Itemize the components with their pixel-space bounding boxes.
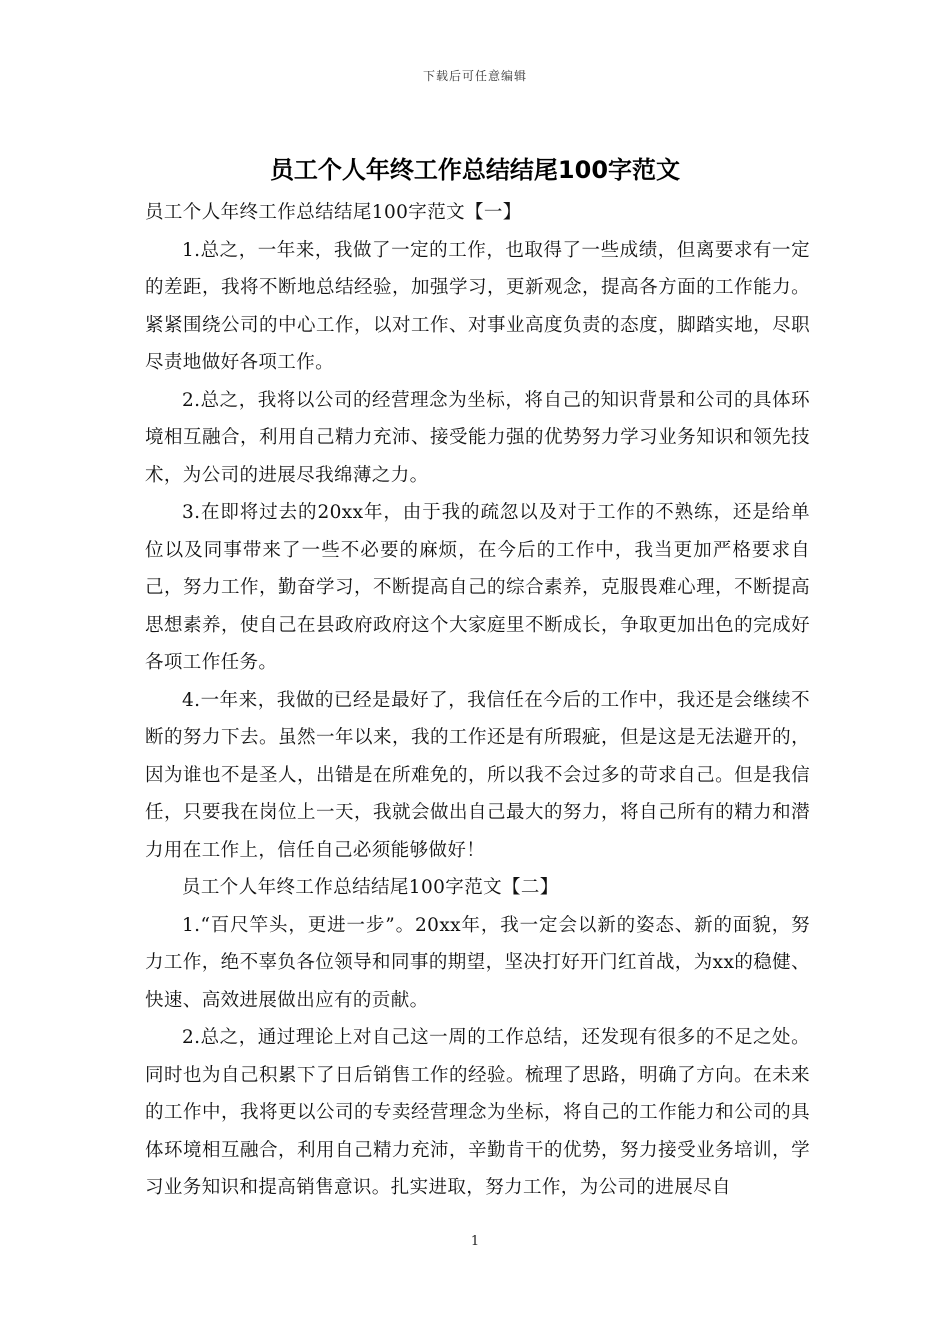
document-title: 员工个人年终工作总结结尾100字范文 — [269, 156, 681, 184]
paragraph-3: 3.在即将过去的20xx年，由于我的疏忽以及对于工作的不熟练，还是给单位以及同事带来了一些不必要的麻烦，在今后的工作中，我当更加严格要求自己，努力工作，勤奋学习，不断提高自己的综合素养，克服畏难心理，不断提高思想素养，使自己在县政府政府这个大家庭里不断成长，争取更加出色的完成好各项工作任务。 — [145, 502, 810, 673]
header-note: 下载后可任意编辑 — [422, 69, 527, 83]
section-heading-one: 员工个人年终工作总结结尾100字范文【一】 — [145, 202, 522, 223]
page-number: 1 — [470, 1234, 480, 1249]
document-body — [145, 194, 810, 1207]
section-heading-two: 员工个人年终工作总结结尾100字范文【二】 — [182, 877, 559, 898]
paragraph-5: 1.“百尺竿头，更进一步”。20xx年，我一定会以新的姿态、新的面貌，努力工作，绝不辜负各位领导和同事的期望，坚决打好开门红首战，为xx的稳健、快速、高效进展做出应有的贡献。 — [145, 914, 810, 1011]
paragraph-2: 2.总之，我将以公司的经营理念为坐标，将自己的知识背景和公司的具体环境相互融合，利用自己精力充沛、接受能力强的优势努力学习业务知识和领先技术，为公司的进展尽我绵薄之力。 — [145, 389, 810, 486]
paragraph-6: 2.总之，通过理论上对自己这一周的工作总结，还发现有很多的不足之处。同时也为自己积累下了日后销售工作的经验。梳理了思路，明确了方向。在未来的工作中，我将更以公司的专卖经营理念为坐标，将自己的工作能力和公司的具体环境相互融合，利用自己精力充沛，辛勤肯干的优势，努力接受业务培训，学习业务知识和提高销售意识。扎实进取，努力工作，为公司的进展尽自 — [145, 1027, 810, 1198]
paragraph-1: 1.总之，一年来，我做了一定的工作，也取得了一些成绩，但离要求有一定的差距，我将不断地总结经验，加强学习，更新观念，提高各方面的工作能力。紧紧围绕公司的中心工作，以对工作、对事业高度负责的态度，脚踏实地，尽职尽责地做好各项工作。 — [145, 239, 810, 373]
paragraph-4: 4.一年来，我做的已经是最好了，我信任在今后的工作中，我还是会继续不断的努力下去。虽然一年以来，我的工作还是有所瑕疵，但是这是无法避开的，因为谁也不是圣人，出错是在所难免的，所以我不会过多的苛求自己。但是我信任，只要我在岗位上一天，我就会做出自己最大的努力，将自己所有的精力和潜力用在工作上，信任自己必须能够做好！ — [145, 689, 810, 861]
